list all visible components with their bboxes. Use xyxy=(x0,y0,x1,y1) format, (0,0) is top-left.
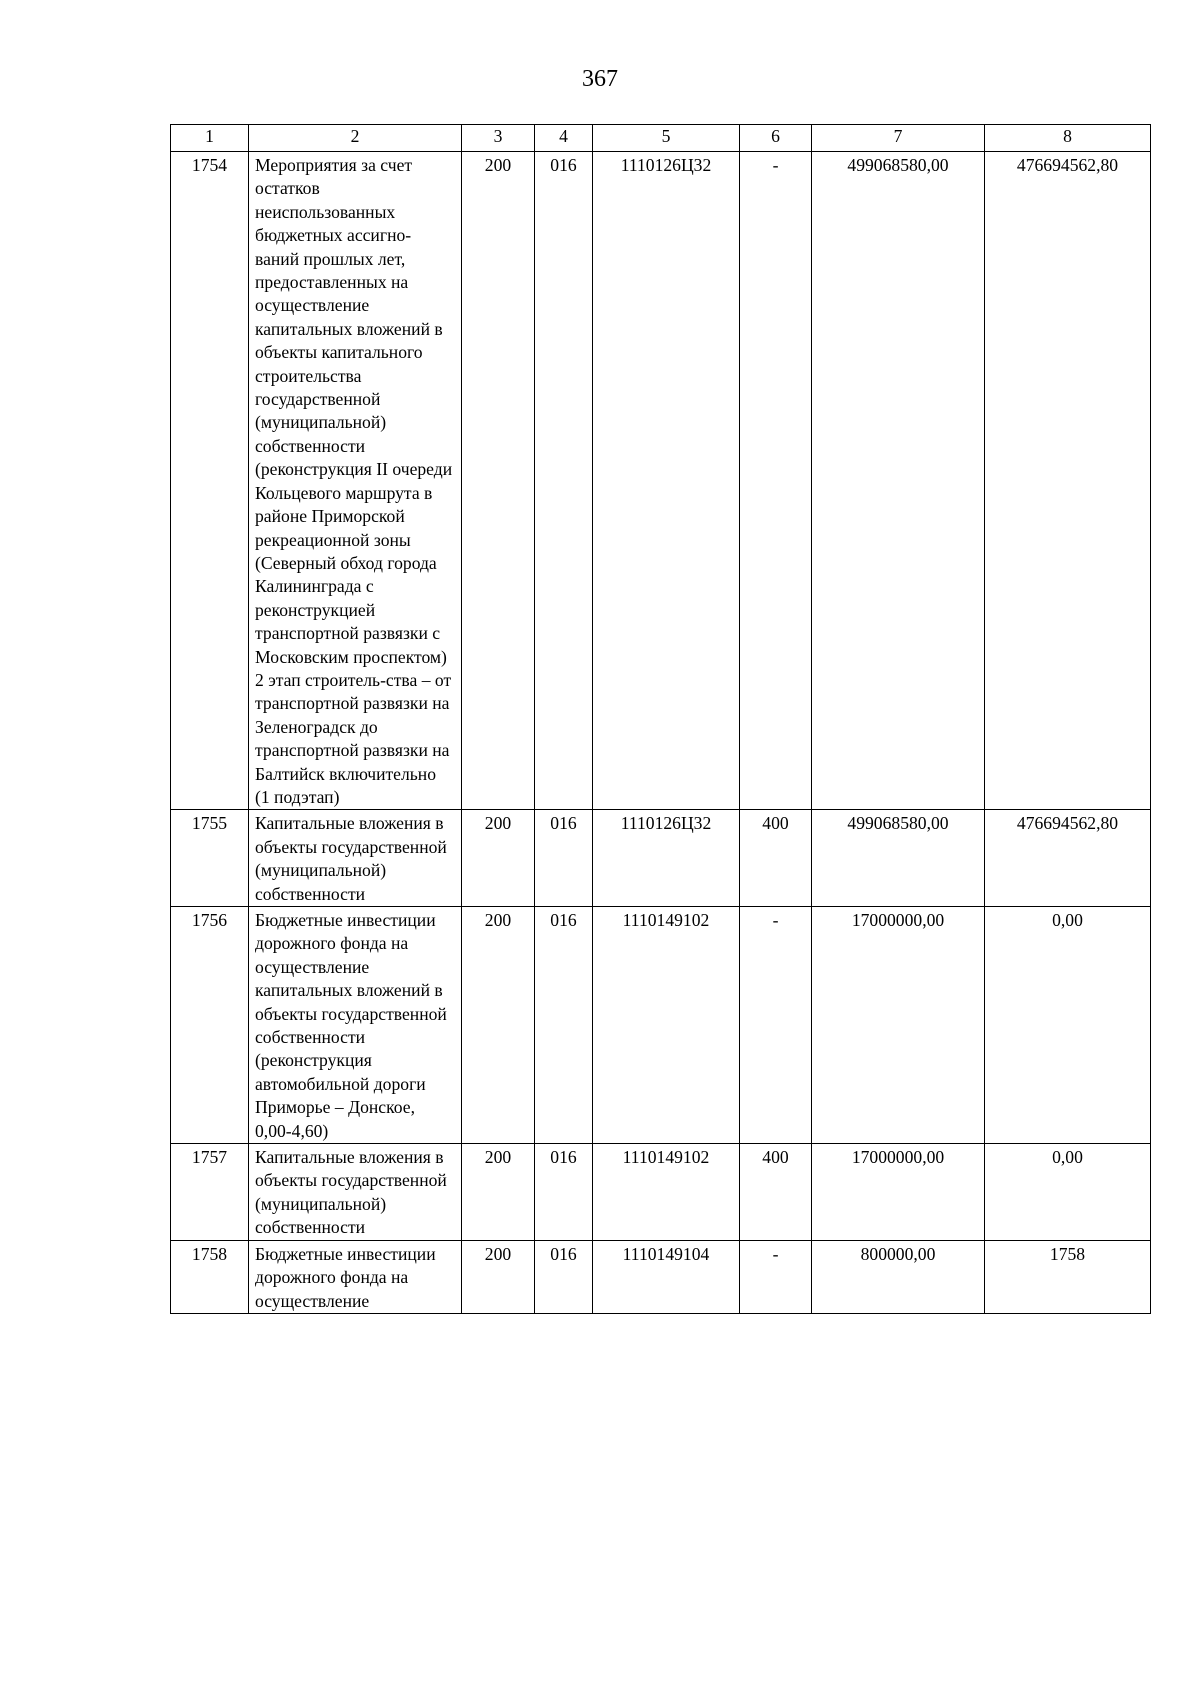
cell-col3: 200 xyxy=(462,152,535,810)
row-description: Бюджетные инвестиции дорожного фонда на осуществление xyxy=(249,1240,462,1313)
cell-col7: 17000000,00 xyxy=(812,907,985,1144)
row-description: Мероприятия за счет остатков неиспользованных бюджетных ассигно-ваний прошлых лет, предоставленных на осуществление капитальных вложений в объекты капитального строительства государственной (муниципальной) собственности (реконструкция II очереди Кольцевого маршрута в районе Приморской рекреационной зоны (Северный обход города Калининграда с реконструкцией транспортной развязки с Московским проспектом) 2 этап строитель-ства – от транспортной развязки на Зеленоградск до транспортной развязки на Балтийск включительно (1 подэтап) xyxy=(249,152,462,810)
row-number: 1757 xyxy=(171,1144,249,1241)
cell-col7: 499068580,00 xyxy=(812,152,985,810)
cell-col6: - xyxy=(740,152,812,810)
cell-col4: 016 xyxy=(535,1240,593,1313)
row-number: 1756 xyxy=(171,907,249,1144)
row-description: Капитальные вложения в объекты государственной (муниципальной) собственности xyxy=(249,1144,462,1241)
cell-col4: 016 xyxy=(535,810,593,907)
column-header-6: 6 xyxy=(740,125,812,152)
cell-col8: 1758 xyxy=(985,1240,1151,1313)
cell-col4: 016 xyxy=(535,1144,593,1241)
row-number: 1754 xyxy=(171,152,249,810)
cell-col7: 499068580,00 xyxy=(812,810,985,907)
table-row xyxy=(171,810,1151,907)
column-header-7: 7 xyxy=(812,125,985,152)
cell-col5: 1110149102 xyxy=(593,907,740,1144)
header-row xyxy=(171,125,1151,152)
cell-col6: - xyxy=(740,1240,812,1313)
cell-col8: 476694562,80 xyxy=(985,152,1151,810)
cell-col8: 476694562,80 xyxy=(985,810,1151,907)
column-header-5: 5 xyxy=(593,125,740,152)
column-header-2: 2 xyxy=(249,125,462,152)
cell-col3: 200 xyxy=(462,810,535,907)
cell-col7: 800000,00 xyxy=(812,1240,985,1313)
page-number: 367 xyxy=(582,66,618,92)
row-number: 1758 xyxy=(171,1240,249,1313)
cell-col5: 1110126Ц32 xyxy=(593,152,740,810)
table-row xyxy=(171,152,1151,810)
column-header-3: 3 xyxy=(462,125,535,152)
cell-col6: 400 xyxy=(740,810,812,907)
row-number: 1755 xyxy=(171,810,249,907)
table-row xyxy=(171,907,1151,1144)
cell-col8: 0,00 xyxy=(985,907,1151,1144)
table-row xyxy=(171,1144,1151,1241)
cell-col3: 200 xyxy=(462,1240,535,1313)
column-header-8: 8 xyxy=(985,125,1151,152)
cell-col6: 400 xyxy=(740,1144,812,1241)
cell-col8: 0,00 xyxy=(985,1144,1151,1241)
cell-col5: 1110149102 xyxy=(593,1144,740,1241)
cell-col3: 200 xyxy=(462,1144,535,1241)
cell-col4: 016 xyxy=(535,152,593,810)
cell-col4: 016 xyxy=(535,907,593,1144)
cell-col5: 1110126Ц32 xyxy=(593,810,740,907)
cell-col5: 1110149104 xyxy=(593,1240,740,1313)
table-row xyxy=(171,1240,1151,1313)
column-header-1: 1 xyxy=(171,125,249,152)
cell-col7: 17000000,00 xyxy=(812,1144,985,1241)
budget-table xyxy=(170,124,1151,1314)
row-description: Капитальные вложения в объекты государственной (муниципальной) собственности xyxy=(249,810,462,907)
row-description: Бюджетные инвестиции дорожного фонда на осуществление капитальных вложений в объекты государственной собственности (реконструкция автомобильной дороги Приморье – Донское, 0,00-4,60) xyxy=(249,907,462,1144)
cell-col3: 200 xyxy=(462,907,535,1144)
cell-col6: - xyxy=(740,907,812,1144)
column-header-4: 4 xyxy=(535,125,593,152)
